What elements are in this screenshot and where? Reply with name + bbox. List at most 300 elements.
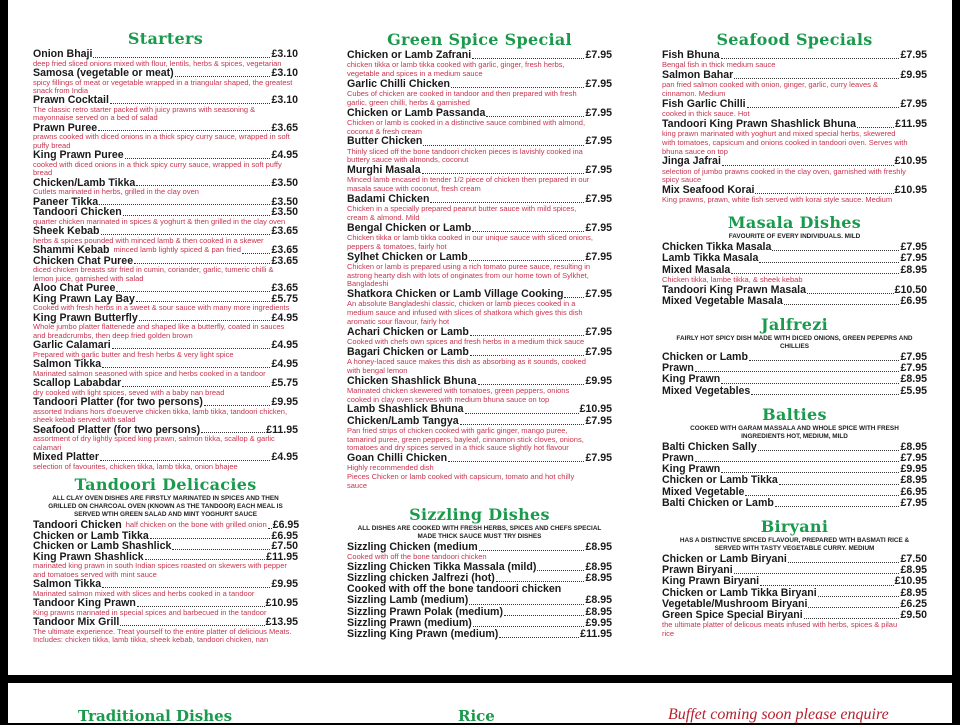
item-name: Prawn Puree xyxy=(33,121,98,134)
item-price: £3.65 xyxy=(271,254,298,267)
menu-item xyxy=(662,156,927,167)
dot-leader xyxy=(150,538,271,539)
menu-item xyxy=(347,629,612,640)
dot-leader xyxy=(102,587,270,588)
item-name: King Prawn Shashlick xyxy=(33,550,144,563)
item-name: Prawn Cocktail xyxy=(33,94,109,107)
item-description: Chicken tikka, lambe tikka, & sheek kebab xyxy=(662,274,803,284)
dot-leader xyxy=(470,355,585,356)
item-name: Salmon Tikka xyxy=(33,578,102,591)
item-description: pan fried salmon cooked with onion, ginger, garlic, curry leaves & cinnamon. Medium xyxy=(662,80,878,98)
item-description: spicy fillings of meat or vegetable wrapped in a triangular shaped, the greatest snack from India xyxy=(33,77,293,95)
item-name: Onion Bhaji xyxy=(33,48,93,60)
section-heading: Biryani xyxy=(760,517,829,537)
item-price: £10.50 xyxy=(894,283,927,296)
item-description: deep fried sliced onions mixed with flour, lentils, herbs & spices, vegetarian xyxy=(33,58,282,68)
section-heading: Sizzling Dishes xyxy=(409,504,550,524)
menu-section xyxy=(33,471,298,645)
item-price: £7.95 xyxy=(585,250,612,263)
item-description: Prepared with garlic butter and fresh herbs & very light spice xyxy=(33,349,234,359)
item-description: Thinly sliced off the bone tandoori chicken pieces is lavishly cooked ina buttery sauce with almonds, coconut xyxy=(347,146,583,165)
item-description: dry cooked with light spices, seved with a baby nan bread xyxy=(33,387,225,397)
dot-leader xyxy=(430,202,584,203)
dot-leader xyxy=(100,460,271,461)
item-name: Fish Garlic Chilli xyxy=(662,97,746,110)
item-description: The classic retro starter packed with juicy prawns with seasoning & mayonnaise served on a bed of salad xyxy=(33,105,256,123)
dot-leader xyxy=(116,291,270,292)
item-price: £6.95 xyxy=(900,485,927,498)
menu-item xyxy=(662,498,927,509)
item-name: Sizzling chicken Jalfrezi (hot) xyxy=(347,571,495,584)
item-name: Chicken Shashlick Bhuna xyxy=(347,374,477,387)
item-description: Minced lamb encased in tender 1/2 piece of chicken then prepared in our masala sauce with coconut, fresh cream xyxy=(347,175,590,194)
item-price: £7.50 xyxy=(900,553,927,566)
dot-leader xyxy=(136,301,271,302)
item-description: half chicken on the bone with grilled onion xyxy=(125,520,267,530)
item-name: Scallop Lababdar xyxy=(33,377,122,390)
section-heading: Starters xyxy=(127,29,204,48)
dot-leader xyxy=(857,127,894,128)
dot-leader xyxy=(478,384,585,385)
item-description: quarter chicken marinated in spices & yoghurt & then grilled in the clay oven xyxy=(33,216,286,226)
item-name: Sizzling King Prawn (medium) xyxy=(347,627,499,640)
item-price: £7.95 xyxy=(585,325,612,338)
item-name: Mixed Vegetables xyxy=(662,384,751,397)
item-name: Bagari Chicken or Lamb xyxy=(347,345,469,358)
item-name: Mixed Vegetable Masala xyxy=(662,294,783,307)
dot-leader xyxy=(722,165,894,166)
dot-leader xyxy=(102,367,270,368)
item-name: Murghi Masala xyxy=(347,164,421,177)
item-price: £8.95 xyxy=(900,440,927,453)
item-price: £7.95 xyxy=(900,452,927,465)
item-price: £7.50 xyxy=(271,540,298,553)
dot-leader xyxy=(759,262,899,263)
item-description: Whole jumbo platter flattenede and shaped like a butterfly, coated in sauces and breadcrumbs, then deep fried golden brown xyxy=(33,322,285,340)
item-price: £4.95 xyxy=(271,311,298,324)
dot-leader xyxy=(268,528,272,529)
item-name: King Prawn xyxy=(662,373,721,386)
item-description: Chicken or lamb is prepared using a rich tomato puree sauce, resulting in astrong hearty dish with lots of onginates from our home town of Sylkhet, Bangladeshi xyxy=(347,261,591,289)
item-price: £7.95 xyxy=(585,164,612,177)
dot-leader xyxy=(695,371,900,372)
item-price: £7.95 xyxy=(585,221,612,234)
item-price: £10.95 xyxy=(579,403,612,416)
item-price: £7.95 xyxy=(900,362,927,375)
menu-item xyxy=(33,49,298,60)
dot-leader xyxy=(469,604,584,605)
item-description: herbs & spices pounded with minced lamb & then cooked in a skewer xyxy=(33,235,264,245)
section-spacer xyxy=(662,205,927,213)
section-subtitle: HAS A DISTINCTIVE SPICED FLAVOUR, PREPARED WITH BASMATI RICE & SERVED WITH TASTY VEGETABLE CURRY. MEDIUM xyxy=(679,537,910,553)
section-heading: Balties xyxy=(762,404,827,424)
menu-item xyxy=(662,352,927,363)
item-name: Goan Chilli Chicken xyxy=(347,452,448,465)
item-price: £10.95 xyxy=(894,184,927,197)
item-price: £7.95 xyxy=(900,252,927,265)
item-price: £3.10 xyxy=(271,48,298,60)
item-price: £10.95 xyxy=(894,155,927,168)
item-name: Mixed Masala xyxy=(662,263,731,276)
item-name: Garlic Calamari xyxy=(33,339,111,352)
dot-leader xyxy=(772,250,899,251)
menu-item xyxy=(662,475,927,486)
dot-leader xyxy=(760,585,893,586)
item-price: £7.95 xyxy=(585,452,612,465)
item-price: £3.65 xyxy=(271,282,298,295)
item-name: Prawn xyxy=(662,452,694,465)
item-description: Chicken or lamb is cooked in a distinctive sauce combined with almond, coconut & fresh cream xyxy=(347,117,586,136)
dot-leader xyxy=(479,550,585,551)
item-name: Butter Chicken xyxy=(347,135,423,148)
dot-leader xyxy=(779,484,900,485)
dot-leader xyxy=(465,413,579,414)
menu-item xyxy=(662,296,927,307)
menu-section xyxy=(662,307,927,397)
item-name: Badami Chicken xyxy=(347,192,430,205)
item-description: king prawn marinated with yoghurt and mixed special herbs, skewered with tomatoes, capsicum and onions cooked in tandoori oven. Serves with bhuna sauce on top xyxy=(662,129,908,156)
item-description: Marinated salmon seasoned with spice and herbs cooked in a tandoor xyxy=(33,368,266,378)
item-description: King prawns marinated in special spices and barbecued in the tandoor xyxy=(33,607,267,617)
section-heading: Tandoori Delicacies xyxy=(74,475,257,495)
item-name: Achari Chicken or Lamb xyxy=(347,325,469,338)
dot-leader xyxy=(807,293,894,294)
item-price: £7.95 xyxy=(585,345,612,358)
item-description: Bengal fish in thick medium sauce xyxy=(662,60,776,70)
menu-item xyxy=(662,374,927,385)
item-name: Chicken or Lamb Tikka xyxy=(662,474,778,487)
item-name: Chicken/Lamb Tikka xyxy=(33,176,136,189)
section-heading: Jalfrezi xyxy=(760,315,829,334)
item-name: King Prawn Butterfly xyxy=(33,311,138,324)
menu-page-2 xyxy=(8,683,952,723)
dot-leader xyxy=(804,618,900,619)
item-name: Mix Seafood Korai xyxy=(662,184,755,197)
buffet-notice: Buffet coming soon please enquire xyxy=(668,706,889,723)
item-price: £7.95 xyxy=(585,106,612,119)
item-price: £3.50 xyxy=(271,176,298,189)
item-price: £7.95 xyxy=(585,192,612,205)
item-price: £3.10 xyxy=(271,67,298,79)
item-name: Balti Chicken Sally xyxy=(662,440,757,453)
item-name: King Prawn Puree xyxy=(33,149,124,162)
item-price: £4.95 xyxy=(271,339,298,352)
item-name: Vegetable/Mushroom Biryani xyxy=(662,597,808,610)
menu-item xyxy=(347,595,612,606)
item-price: £9.95 xyxy=(271,578,298,591)
dot-leader xyxy=(734,78,899,79)
item-name: Sheek Kebab xyxy=(33,225,100,238)
dot-leader xyxy=(98,130,270,131)
item-name: Samosa (vegetable or meat) xyxy=(33,67,174,79)
item-description: Marinated salmon mixed with slices and herbs cooked in a tandoor xyxy=(33,588,255,598)
dot-leader xyxy=(172,549,270,550)
item-description: chicken tikka or lamb tikka cooked with garlic, ginger, fresh herbs, vegetable and spices in a medium sauce xyxy=(347,60,565,78)
menu-section xyxy=(662,397,927,509)
item-description: Highly recommended dish Pieces Chicken or lamb cooked with capsicum, tomato and hot chilly sauce xyxy=(347,463,575,490)
item-name: Chicken or Lamb Passanda xyxy=(347,106,486,119)
section-subtitle: FAVOURITE OF EVERY INDIVIDUALS. MILD xyxy=(728,233,861,241)
dot-leader xyxy=(136,185,270,186)
item-name: Lamb Shashlick Bhuna xyxy=(347,403,464,416)
item-description: Chicken in a specially prepared peanut butter sauce with mild spices, cream & almond. Mild xyxy=(347,204,577,222)
menu-page-1 xyxy=(8,0,952,675)
item-price: £8.95 xyxy=(585,540,612,553)
item-price: £10.95 xyxy=(894,575,927,588)
item-name: Chicken or Lamb Tikka xyxy=(33,529,149,542)
dot-leader xyxy=(93,57,270,58)
dot-leader xyxy=(731,273,899,274)
item-name: Prawn Biryani xyxy=(662,564,733,577)
item-description: selection of favourites, chicken tikka, lamb tikka, onion bhajee xyxy=(33,461,238,471)
item-price: £4.95 xyxy=(271,451,298,464)
item-price: £8.95 xyxy=(585,605,612,618)
item-name: Sizzling Lamb (medium) xyxy=(347,594,469,607)
menu-item xyxy=(33,68,298,79)
section-spacer xyxy=(662,509,927,517)
dot-leader xyxy=(784,304,900,305)
item-name: Salmon Tikka xyxy=(33,358,102,371)
item-price: £3.65 xyxy=(271,121,298,134)
item-description: diced chicken breasts stir fried in cumin, coriander, garlic, tumeric chilli & lemon juice, garnished with salad xyxy=(33,265,274,283)
dot-leader xyxy=(751,394,899,395)
dot-leader xyxy=(423,145,584,146)
item-price: £7.95 xyxy=(900,496,927,509)
item-name: Bengal Chicken or Lamb xyxy=(347,221,472,234)
item-description: assortment of dry lightly spiced king prawn, salmon tikka, scallop & garlic calamari xyxy=(33,434,275,452)
item-description: selection of jumbo prawns cooked in the clay oven, garnished with freshly spicy sauce xyxy=(662,166,906,185)
dot-leader xyxy=(448,461,584,462)
item-description: An absolute Bangladeshi classic, chicken or lamb pieces cooked in a medium sauce and infused with slices of shatkora which gives this dish aromatic sour flavour, fairly hot xyxy=(347,299,583,326)
item-name: Fish Bhuna xyxy=(662,49,720,61)
section-subtitle: ALL DISHES ARE COOKED WITH FRESH HERBS, SPICES AND CHEFS SPECIAL MADE THICK SAUCE MUST TRY DISHES xyxy=(357,524,602,540)
item-name: Chicken/Lamb Tangya xyxy=(347,414,459,427)
menu-section xyxy=(662,509,927,639)
item-name: Mixed Platter xyxy=(33,451,99,464)
item-description: Cubes of chicken are cooked in tandoor and then prepared with fresh garlic, green chilli, herbs & garnished xyxy=(347,89,577,107)
item-description: cooked in thick sauce. Hot xyxy=(662,109,750,118)
item-price: £6.95 xyxy=(272,519,300,532)
item-name: Salmon Bahar xyxy=(662,69,734,81)
item-price: £4.95 xyxy=(271,358,298,371)
item-description: cooked with diced onions in a thick spicy curry sauce, wrapped in soft puffy bread xyxy=(33,159,282,178)
dot-leader xyxy=(99,204,270,205)
section-heading: Seafood Specials xyxy=(716,30,873,49)
item-price: £3.50 xyxy=(271,206,298,219)
item-name: Chicken or Lamb Tikka Biryani xyxy=(662,586,817,599)
dot-leader xyxy=(139,320,271,321)
item-name: Lamb Tikka Masala xyxy=(662,252,759,265)
item-name: Chicken Tikka Masala xyxy=(662,241,772,254)
item-name: Chicken or Lamb xyxy=(662,351,748,363)
item-price: £3.10 xyxy=(271,94,298,107)
menu-section xyxy=(33,29,298,471)
item-price: £7.95 xyxy=(900,351,927,363)
menu-column-right xyxy=(662,30,927,639)
dot-leader xyxy=(145,559,265,560)
section-subtitle: COOKED WITH GARAM MASSALA AND WHOLE SPICE WITH FRESH INGREDIENTS HOT, MEDIUM, MILD xyxy=(690,424,899,440)
dot-leader xyxy=(496,581,585,582)
dot-leader xyxy=(201,432,265,433)
item-name: Sylhet Chicken or Lamb xyxy=(347,250,468,263)
menu-item xyxy=(662,386,927,397)
item-description: Cooked with fresh herbs in a sweet & sour sauce with many more ingredients xyxy=(33,303,290,313)
dot-leader xyxy=(808,607,899,608)
dot-leader xyxy=(695,461,900,462)
item-name: Prawn xyxy=(662,362,694,375)
menu-column-left xyxy=(33,29,298,645)
item-price: £11.95 xyxy=(266,550,298,563)
dot-leader xyxy=(101,234,271,235)
item-price: £7.95 xyxy=(900,49,927,61)
item-price: £7.95 xyxy=(585,414,612,427)
item-name: King Prawn Lay Bay xyxy=(33,292,135,305)
item-price: £9.95 xyxy=(900,69,927,81)
item-description: Cooked with off the bone tandoori chicken xyxy=(347,551,487,561)
item-name: Shammi Kebab xyxy=(33,244,110,257)
dot-leader xyxy=(818,596,900,597)
item-price: £6.95 xyxy=(271,529,298,542)
section-spacer xyxy=(662,397,927,405)
dot-leader xyxy=(745,495,899,496)
section-heading-rice: Rice xyxy=(458,707,495,725)
dot-leader xyxy=(775,506,900,507)
item-price: £9.95 xyxy=(585,374,612,387)
item-name: King Prawn Biryani xyxy=(662,575,760,588)
menu-item xyxy=(347,136,612,147)
menu-item xyxy=(662,576,927,587)
item-price: £11.95 xyxy=(266,423,298,436)
item-price: £7.95 xyxy=(585,288,612,301)
item-price: £7.95 xyxy=(585,49,612,61)
item-price: £3.65 xyxy=(271,244,298,257)
item-description: prawns cooked with diced onions in a thick spicy curry sauce, wrapped in soft puffy bread xyxy=(33,132,290,150)
section-spacer xyxy=(347,491,612,505)
item-price: £8.95 xyxy=(585,560,612,573)
item-description: Chicken tikka or lamb tikka cooked in our unique sauce with sliced onions, peppers & tomatoes, fairly hot xyxy=(347,232,593,251)
item-description: A honey-laced sauce makes this dish as absorbing as it sounds, cooked with bengal lemon xyxy=(347,356,586,375)
item-price: £4.95 xyxy=(271,149,298,162)
item-description: Marinated chicken skewered with tomatoes, green peppers, onions cooked in clay oven serves with medium bhuna sauce on top xyxy=(347,385,570,404)
dot-leader xyxy=(504,615,584,616)
item-price: £6.25 xyxy=(900,597,927,610)
item-description: The ultimate experience. Treat yourself to the entire platter of delicious Meats. Includes: chicken tikka, lamb tikka, sheek kebab, tandoori chicken, nan xyxy=(33,626,292,645)
dot-leader xyxy=(110,103,271,104)
item-price: £7.95 xyxy=(585,135,612,148)
dot-leader xyxy=(122,386,270,387)
item-name: Tandoori Chicken xyxy=(33,206,122,219)
item-name: Mixed Vegetable xyxy=(662,485,745,498)
menu-section xyxy=(662,205,927,307)
dot-leader xyxy=(721,472,899,473)
menu-note: Cooked with off the bone tandoori chicken xyxy=(347,583,562,596)
item-description: King prawns, prawn, white fish served with korai style sauce. Medium xyxy=(662,195,893,205)
dot-leader xyxy=(134,263,270,264)
item-name: Sizzling Prawn (medium) xyxy=(347,616,472,629)
item-price: £8.95 xyxy=(585,594,612,607)
item-name: Paneer Tikka xyxy=(33,195,99,208)
menu-item xyxy=(347,404,612,415)
section-spacer xyxy=(662,307,927,315)
dot-leader xyxy=(537,570,584,571)
section-subtitle: ALL CLAY OVEN DISHES ARE FIRSTLY MARINATED IN SPICES AND THEN GRILLED ON CHARCOAL OVEN (KNOWN AS THE TANDOOR) EACH MEAL IS SERVED WTIH GREEN SALAD AND MINT YOGHURT SAUCE xyxy=(48,495,283,519)
menu-section xyxy=(347,491,612,640)
dot-leader xyxy=(721,383,899,384)
item-price: £5.95 xyxy=(900,384,927,397)
item-price: £9.50 xyxy=(900,609,927,622)
dot-leader xyxy=(137,606,265,607)
dot-leader xyxy=(473,626,585,627)
item-price: £8.95 xyxy=(900,474,927,487)
item-name: Tandoor King Prawn xyxy=(33,597,136,610)
item-description: minced lamb lightly spiced & pan fried xyxy=(113,245,242,255)
dot-leader xyxy=(123,215,271,216)
item-price: £5.75 xyxy=(271,292,298,305)
dot-leader xyxy=(204,405,271,406)
item-price: £8.95 xyxy=(585,571,612,584)
item-description: Cutlets marinated in herbs, grilled in the clay oven xyxy=(33,187,199,197)
item-name: Sizzling Prawn Polak (medium) xyxy=(347,605,503,618)
item-price: £7.95 xyxy=(900,241,927,254)
item-description: Pan fried strips of chicken cooked with garlic ginger, mango puree, tamarind puree, green peppers, bayleaf, cinnamon stick cloves, onions, tomatoes and dry spices served in a thick sauce slightly hot flavour xyxy=(347,425,584,453)
dot-leader xyxy=(749,360,900,361)
item-price: £8.95 xyxy=(900,373,927,386)
item-name: King Prawn xyxy=(662,463,721,476)
menu-column-middle xyxy=(347,30,612,640)
dot-leader xyxy=(564,297,584,298)
item-description: Cooked with chefs own spices and fresh herbs in a medium thick sauce xyxy=(347,336,585,346)
item-name: Jinga Jafrai xyxy=(662,155,721,168)
dot-leader xyxy=(486,116,584,117)
dot-leader xyxy=(470,335,585,336)
item-price: £7.95 xyxy=(900,97,927,110)
item-name: Chicken Chat Puree xyxy=(33,254,134,267)
item-name: Balti Chicken or Lamb xyxy=(662,496,774,509)
item-price: £9.95 xyxy=(900,463,927,476)
item-name: Tandoori Platter (for two persons) xyxy=(33,396,203,409)
item-name: Chicken or Lamb Shashlick xyxy=(33,540,172,553)
item-price: £5.75 xyxy=(271,377,298,390)
dot-leader xyxy=(120,625,264,626)
item-name: Sizzling Chicken (medium xyxy=(347,540,478,553)
item-name: Tandoori King Prawn Masala xyxy=(662,283,807,296)
item-price: £9.95 xyxy=(585,616,612,629)
item-name: Aloo Chat Puree xyxy=(33,282,116,295)
section-subtitle: FAIRLY HOT SPICY DISH MADE WITH DICED ONIONS, GREEN PEPEPRS AND CHILLIES xyxy=(676,335,913,350)
section-heading: Green Spice Special xyxy=(387,30,572,49)
item-description: the ultimate platter of delicous meats infused with herbs, spices & pilau rice xyxy=(662,620,898,639)
item-price: £13.95 xyxy=(265,616,298,629)
item-price: £8.95 xyxy=(900,263,927,276)
item-price: £10.95 xyxy=(265,597,298,610)
item-price: £11.95 xyxy=(895,117,927,130)
dot-leader xyxy=(499,637,579,638)
item-name: Tandoor Mix Grill xyxy=(33,616,120,629)
item-name: Chicken or Lamb Zafrani xyxy=(347,49,472,61)
item-name: Green Spice Special Biryani xyxy=(662,609,803,622)
dot-leader xyxy=(755,193,893,194)
dot-leader xyxy=(472,58,584,59)
dot-leader xyxy=(460,424,585,425)
item-price: £3.65 xyxy=(271,225,298,238)
dot-leader xyxy=(734,573,900,574)
dot-leader xyxy=(788,562,900,563)
dot-leader xyxy=(747,107,900,108)
dot-leader xyxy=(175,76,271,77)
dot-leader xyxy=(125,158,271,159)
dot-leader xyxy=(451,87,584,88)
item-price: £6.95 xyxy=(900,294,927,307)
